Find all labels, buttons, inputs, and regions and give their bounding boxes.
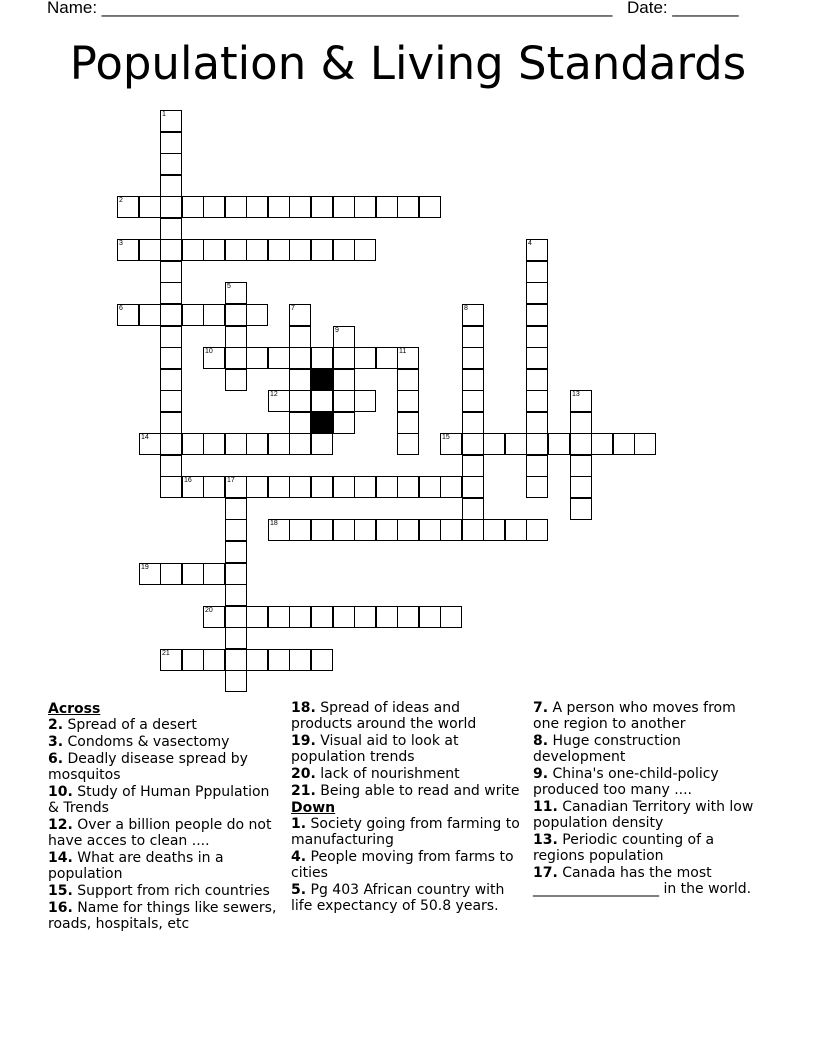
crossword-cell[interactable] [311, 476, 333, 498]
clue-text: Condoms & vasectomy [67, 734, 230, 750]
clue-number-label: 21 [162, 650, 170, 657]
clue-number-label: 3 [119, 240, 123, 247]
down-clue [291, 882, 523, 914]
crossword-cell[interactable] [160, 282, 182, 304]
crossword-cell[interactable] [613, 433, 635, 455]
crossword-cell[interactable] [246, 196, 268, 218]
crossword-cell[interactable] [268, 476, 290, 498]
clue-text: Periodic counting of a regions population [533, 832, 715, 864]
crossword-cell[interactable] [570, 412, 592, 434]
crossword-cell[interactable] [225, 282, 247, 304]
crossword-cell[interactable] [225, 498, 247, 520]
crossword-cell[interactable] [419, 606, 441, 628]
across-clue [48, 734, 280, 750]
clue-number: 3. [48, 734, 64, 750]
crossword-cell[interactable] [160, 218, 182, 240]
crossword-cell[interactable] [203, 196, 225, 218]
crossword-cell[interactable] [139, 433, 161, 455]
clue-text: China's one-child-policy produced too many .... [533, 766, 719, 798]
crossword-cell[interactable] [333, 519, 355, 541]
clues-column-2 [291, 700, 523, 915]
crossword-cell[interactable] [225, 519, 247, 541]
clue-number-label: 15 [442, 434, 450, 441]
crossword-cell[interactable] [526, 347, 548, 369]
clue-number: 16. [48, 900, 73, 916]
crossword-cell[interactable] [462, 347, 484, 369]
crossword-cell[interactable] [225, 584, 247, 606]
date-field[interactable]: Date: _______ [627, 0, 739, 17]
clue-number-label: 10 [205, 348, 213, 355]
crossword-cell[interactable] [419, 196, 441, 218]
clue-number: 9. [533, 766, 549, 782]
down-clue [291, 849, 523, 881]
down-clue [533, 700, 765, 732]
crossword-cell[interactable] [462, 519, 484, 541]
clue-number-label: 19 [141, 564, 149, 571]
crossword-cell[interactable] [333, 390, 355, 412]
clue-number-label: 9 [335, 327, 339, 334]
across-clue [291, 766, 523, 782]
down-heading: Down [291, 800, 336, 816]
crossword-cell[interactable] [203, 476, 225, 498]
across-heading: Across [48, 701, 101, 717]
down-clue [533, 799, 765, 831]
crossword-cell[interactable] [376, 476, 398, 498]
crossword-cell[interactable] [526, 239, 548, 261]
clue-number: 20. [291, 766, 316, 782]
clue-text: A person who moves from one region to another [533, 700, 736, 732]
crossword-cell[interactable] [203, 649, 225, 671]
crossword-cell[interactable] [246, 606, 268, 628]
crossword-cell[interactable] [246, 347, 268, 369]
crossword-cell[interactable] [182, 304, 204, 326]
crossword-cell[interactable] [160, 304, 182, 326]
crossword-cell[interactable] [246, 476, 268, 498]
crossword-cell[interactable] [333, 326, 355, 348]
crossword-cell[interactable] [397, 412, 419, 434]
down-clue [533, 865, 765, 897]
crossword-cell[interactable] [440, 519, 462, 541]
crossword-cell[interactable] [268, 390, 290, 412]
crossword-cell[interactable] [397, 476, 419, 498]
crossword-cell[interactable] [289, 196, 311, 218]
crossword-cell[interactable] [160, 175, 182, 197]
crossword-cell[interactable] [225, 433, 247, 455]
clue-text: People moving from farms to cities [291, 849, 514, 881]
across-clue [48, 717, 280, 733]
clue-number-label: 11 [399, 348, 407, 355]
crossword-cell[interactable] [160, 563, 182, 585]
clue-number: 13. [533, 832, 558, 848]
crossword-cell[interactable] [160, 132, 182, 154]
clue-number: 11. [533, 799, 558, 815]
crossword-cell[interactable] [225, 369, 247, 391]
clue-number-label: 5 [227, 283, 231, 290]
crossword-cell[interactable] [182, 649, 204, 671]
crossword-cell[interactable] [289, 519, 311, 541]
crossword-cell[interactable] [225, 304, 247, 326]
down-clue [533, 733, 765, 765]
crossword-cell[interactable] [311, 347, 333, 369]
crossword-cell[interactable] [160, 239, 182, 261]
crossword-cell[interactable] [526, 369, 548, 391]
crossword-cell[interactable] [376, 347, 398, 369]
crossword-cell[interactable] [225, 541, 247, 563]
crossword-cell[interactable] [354, 519, 376, 541]
down-clue [533, 832, 765, 864]
crossword-block [311, 412, 333, 434]
crossword-cell[interactable] [182, 476, 204, 498]
crossword-cell[interactable] [160, 153, 182, 175]
crossword-cell[interactable] [160, 455, 182, 477]
crossword-cell[interactable] [160, 433, 182, 455]
crossword-cell[interactable] [483, 519, 505, 541]
clue-number-label: 4 [528, 240, 532, 247]
crossword-cell[interactable] [526, 304, 548, 326]
crossword-cell[interactable] [591, 433, 613, 455]
clue-number-label: 20 [205, 607, 213, 614]
crossword-cell[interactable] [225, 239, 247, 261]
crossword-cell[interactable] [570, 433, 592, 455]
crossword-cell[interactable] [289, 369, 311, 391]
crossword-cell[interactable] [570, 498, 592, 520]
crossword-cell[interactable] [526, 455, 548, 477]
clue-text: Spread of a desert [67, 717, 197, 733]
across-clue [48, 784, 280, 816]
crossword-cell[interactable] [440, 433, 462, 455]
crossword-cell[interactable] [419, 519, 441, 541]
crossword-cell[interactable] [311, 606, 333, 628]
crossword-cell[interactable] [311, 519, 333, 541]
clue-text: Study of Human Pppulation & Trends [48, 784, 270, 816]
clue-text: lack of nourishment [320, 766, 460, 782]
crossword-cell[interactable] [526, 390, 548, 412]
crossword-cell[interactable] [354, 239, 376, 261]
clue-text: Deadly disease spread by mosquitos [48, 751, 248, 783]
clue-number-label: 13 [572, 391, 580, 398]
clues-column-1 [48, 700, 280, 933]
crossword-cell[interactable] [289, 390, 311, 412]
crossword-cell[interactable] [225, 196, 247, 218]
crossword-cell[interactable] [160, 326, 182, 348]
clue-text: Support from rich countries [77, 883, 270, 899]
across-clue [291, 700, 523, 732]
crossword-cell[interactable] [397, 196, 419, 218]
crossword-cell[interactable] [289, 649, 311, 671]
crossword-cell[interactable] [139, 563, 161, 585]
clue-number: 18. [291, 700, 316, 716]
clue-number: 19. [291, 733, 316, 749]
crossword-cell[interactable] [505, 433, 527, 455]
crossword-cell[interactable] [289, 239, 311, 261]
crossword-cell[interactable] [203, 563, 225, 585]
crossword-cell[interactable] [160, 649, 182, 671]
clue-number: 4. [291, 849, 307, 865]
crossword-cell[interactable] [289, 606, 311, 628]
crossword-cell[interactable] [462, 412, 484, 434]
crossword-cell[interactable] [246, 433, 268, 455]
crossword-cell[interactable] [289, 476, 311, 498]
crossword-cell[interactable] [225, 476, 247, 498]
crossword-cell[interactable] [462, 498, 484, 520]
crossword-cell[interactable] [160, 369, 182, 391]
crossword-cell[interactable] [354, 606, 376, 628]
crossword-cell[interactable] [462, 369, 484, 391]
crossword-cell[interactable] [182, 196, 204, 218]
crossword-cell[interactable] [246, 239, 268, 261]
clue-number-label: 14 [141, 434, 149, 441]
crossword-cell[interactable] [333, 239, 355, 261]
across-clue [48, 883, 280, 899]
clue-number: 8. [533, 733, 549, 749]
clue-number: 14. [48, 850, 73, 866]
crossword-cell[interactable] [526, 261, 548, 283]
crossword-cell[interactable] [268, 347, 290, 369]
crossword-cell[interactable] [505, 519, 527, 541]
crossword-cell[interactable] [397, 606, 419, 628]
crossword-cell[interactable] [268, 433, 290, 455]
crossword-cell[interactable] [160, 412, 182, 434]
clue-text: Visual aid to look at population trends [291, 733, 459, 765]
crossword-cell[interactable] [526, 412, 548, 434]
crossword-cell[interactable] [526, 326, 548, 348]
clue-text: Over a billion people do not have acces to clean .... [48, 817, 272, 849]
across-clue [48, 817, 280, 849]
crossword-cell[interactable] [419, 476, 441, 498]
crossword-cell[interactable] [462, 390, 484, 412]
crossword-cell[interactable] [160, 261, 182, 283]
crossword-cell[interactable] [160, 347, 182, 369]
crossword-cell[interactable] [139, 239, 161, 261]
clue-text: What are deaths in a population [48, 850, 224, 882]
crossword-cell[interactable] [526, 282, 548, 304]
clue-text: Canada has the most __________________ in the world. [533, 865, 752, 897]
crossword-cell[interactable] [570, 455, 592, 477]
crossword-cell[interactable] [333, 412, 355, 434]
crossword-cell[interactable] [397, 390, 419, 412]
crossword-cell[interactable] [182, 239, 204, 261]
crossword-cell[interactable] [160, 110, 182, 132]
crossword-cell[interactable] [483, 433, 505, 455]
clue-text: Huge construction development [533, 733, 681, 765]
crossword-cell[interactable] [268, 196, 290, 218]
clue-number: 7. [533, 700, 549, 716]
crossword-cell[interactable] [289, 412, 311, 434]
crossword-cell[interactable] [225, 347, 247, 369]
crossword-cell[interactable] [462, 304, 484, 326]
crossword-cell[interactable] [397, 433, 419, 455]
crossword-cell[interactable] [225, 563, 247, 585]
crossword-cell[interactable] [440, 606, 462, 628]
across-clue [291, 783, 523, 799]
crossword-cell[interactable] [268, 606, 290, 628]
crossword-cell[interactable] [160, 196, 182, 218]
across-clue [291, 733, 523, 765]
crossword-cell[interactable] [182, 433, 204, 455]
clue-number: 5. [291, 882, 307, 898]
clue-number: 12. [48, 817, 73, 833]
crossword-cell[interactable] [311, 433, 333, 455]
clue-number-label: 16 [184, 477, 192, 484]
crossword-cell[interactable] [268, 239, 290, 261]
clue-text: Name for things like sewers, roads, hospitals, etc [48, 900, 277, 932]
crossword-cell[interactable] [440, 476, 462, 498]
crossword-cell[interactable] [526, 433, 548, 455]
clue-number-label: 7 [291, 305, 295, 312]
crossword-cell[interactable] [203, 239, 225, 261]
crossword-cell[interactable] [268, 649, 290, 671]
crossword-cell[interactable] [333, 347, 355, 369]
clues-column-3 [533, 700, 765, 898]
clue-number: 2. [48, 717, 64, 733]
crossword-cell[interactable] [354, 347, 376, 369]
crossword-cell[interactable] [117, 304, 139, 326]
crossword-cell[interactable] [225, 649, 247, 671]
crossword-cell[interactable] [246, 649, 268, 671]
clue-text: Canadian Territory with low population density [533, 799, 754, 831]
crossword-cell[interactable] [354, 476, 376, 498]
crossword-cell[interactable] [139, 304, 161, 326]
crossword-cell[interactable] [203, 304, 225, 326]
crossword-cell[interactable] [333, 606, 355, 628]
crossword-cell[interactable] [182, 563, 204, 585]
crossword-cell[interactable] [354, 196, 376, 218]
crossword-block [311, 369, 333, 391]
crossword-cell[interactable] [634, 433, 656, 455]
crossword-cell[interactable] [397, 369, 419, 391]
across-clue [48, 751, 280, 783]
clue-text: Society going from farming to manufacturing [291, 816, 520, 848]
crossword-cell[interactable] [225, 670, 247, 692]
clue-text: Spread of ideas and products around the world [291, 700, 477, 732]
crossword-cell[interactable] [225, 326, 247, 348]
clue-number-label: 1 [162, 111, 166, 118]
crossword-cell[interactable] [397, 347, 419, 369]
crossword-cell[interactable] [376, 519, 398, 541]
clue-number: 1. [291, 816, 307, 832]
down-clue [291, 816, 523, 848]
clue-number-label: 18 [270, 520, 278, 527]
clue-number-label: 2 [119, 197, 123, 204]
crossword-cell[interactable] [203, 433, 225, 455]
crossword-cell[interactable] [117, 196, 139, 218]
crossword-cell[interactable] [462, 433, 484, 455]
crossword-cell[interactable] [160, 390, 182, 412]
crossword-cell[interactable] [333, 476, 355, 498]
crossword-cell[interactable] [268, 519, 290, 541]
crossword-cell[interactable] [311, 649, 333, 671]
clue-number-label: 17 [227, 477, 235, 484]
crossword-cell[interactable] [526, 476, 548, 498]
page-title: Population & Living Standards [69, 37, 747, 90]
crossword-cell[interactable] [462, 326, 484, 348]
crossword-cell[interactable] [246, 304, 268, 326]
crossword-cell[interactable] [289, 347, 311, 369]
crossword-cell[interactable] [311, 196, 333, 218]
clue-number: 15. [48, 883, 73, 899]
crossword-cell[interactable] [289, 304, 311, 326]
crossword-cell[interactable] [139, 196, 161, 218]
name-field[interactable]: Name: ______________________________________________________ [47, 0, 613, 17]
clue-number-label: 8 [464, 305, 468, 312]
crossword-cell[interactable] [225, 627, 247, 649]
crossword-cell[interactable] [376, 196, 398, 218]
down-clue [533, 766, 765, 798]
clue-number-label: 6 [119, 305, 123, 312]
across-clue [48, 900, 280, 932]
crossword-cell[interactable] [397, 519, 419, 541]
crossword-cell[interactable] [354, 390, 376, 412]
crossword-cell[interactable] [462, 455, 484, 477]
crossword-cell[interactable] [289, 326, 311, 348]
crossword-cell[interactable] [570, 476, 592, 498]
clue-text: Being able to read and write [320, 783, 520, 799]
across-clue [48, 850, 280, 882]
crossword-cell[interactable] [203, 347, 225, 369]
crossword-cell[interactable] [203, 606, 225, 628]
crossword-cell[interactable] [462, 476, 484, 498]
crossword-cell[interactable] [548, 433, 570, 455]
crossword-cell[interactable] [376, 606, 398, 628]
clue-text: Pg 403 African country with life expectancy of 50.8 years. [291, 882, 505, 914]
clue-number: 21. [291, 783, 316, 799]
clue-number: 17. [533, 865, 558, 881]
crossword-cell[interactable] [289, 433, 311, 455]
clue-number: 6. [48, 751, 64, 767]
clue-number: 10. [48, 784, 73, 800]
crossword-cell[interactable] [570, 390, 592, 412]
crossword-cell[interactable] [225, 606, 247, 628]
crossword-cell[interactable] [333, 196, 355, 218]
crossword-cell[interactable] [526, 519, 548, 541]
crossword-cell[interactable] [160, 476, 182, 498]
crossword-cell[interactable] [333, 369, 355, 391]
crossword-cell[interactable] [311, 239, 333, 261]
crossword-cell[interactable] [117, 239, 139, 261]
crossword-cell[interactable] [311, 390, 333, 412]
clue-number-label: 12 [270, 391, 278, 398]
